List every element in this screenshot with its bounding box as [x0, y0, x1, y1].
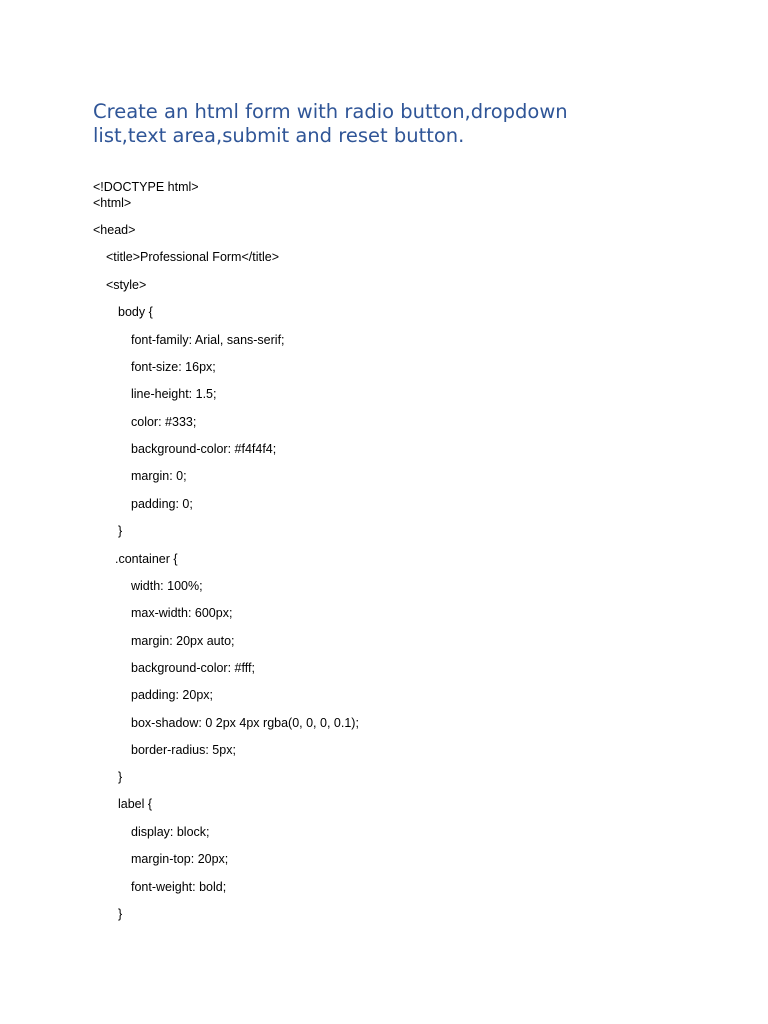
code-line: font-family: Arial, sans-serif;: [131, 333, 285, 347]
code-line: width: 100%;: [131, 579, 203, 593]
heading-line-2: list,text area,submit and reset button.: [93, 124, 465, 147]
code-line: margin-top: 20px;: [131, 852, 229, 866]
document-heading: [93, 100, 653, 148]
code-line: font-weight: bold;: [131, 880, 227, 894]
code-line: padding: 0;: [131, 497, 193, 511]
code-line: margin: 0;: [131, 469, 187, 483]
code-line: max-width: 600px;: [131, 606, 233, 620]
code-line: }: [118, 907, 123, 921]
code-line: display: block;: [131, 825, 210, 839]
code-line: color: #333;: [131, 415, 197, 429]
code-line: <!DOCTYPE html>: [93, 180, 199, 194]
code-line: label {: [118, 797, 153, 811]
heading-line-1: Create an html form with radio button,dropdown: [93, 100, 568, 123]
code-line: <style>: [106, 278, 147, 292]
code-line: }: [118, 770, 123, 784]
code-line: <head>: [93, 223, 136, 237]
code-line: padding: 20px;: [131, 688, 214, 702]
code-line: font-size: 16px;: [131, 360, 216, 374]
code-line: background-color: #fff;: [131, 661, 255, 675]
code-line: <html>: [93, 196, 132, 210]
code-line: body {: [118, 305, 153, 319]
code-line: <title>Professional Form</title>: [106, 250, 279, 264]
code-line: margin: 20px auto;: [131, 634, 235, 648]
code-line: border-radius: 5px;: [131, 743, 236, 757]
code-line: }: [118, 524, 123, 538]
code-line: .container {: [115, 552, 178, 566]
code-line: box-shadow: 0 2px 4px rgba(0, 0, 0, 0.1);: [131, 716, 359, 730]
code-line: background-color: #f4f4f4;: [131, 442, 277, 456]
code-line: line-height: 1.5;: [131, 387, 217, 401]
